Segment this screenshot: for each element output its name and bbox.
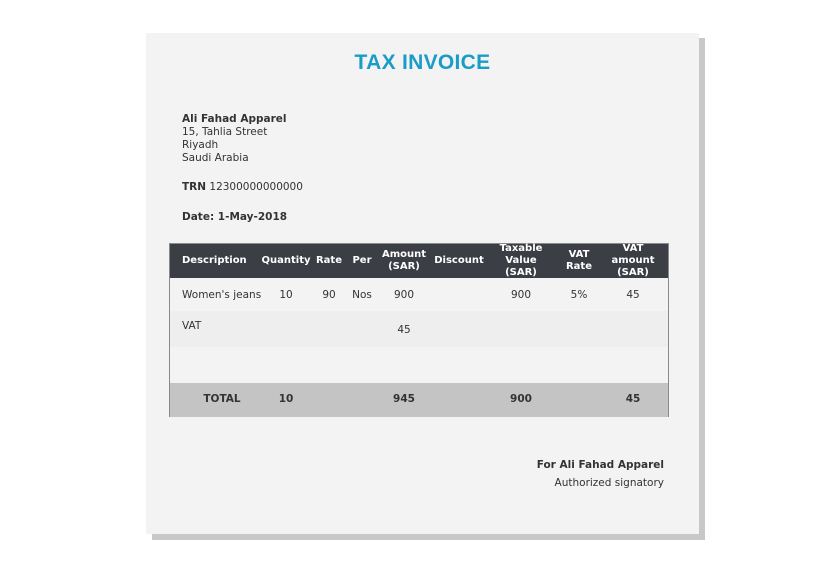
trn-line bbox=[182, 181, 303, 193]
header-discount: Discount bbox=[434, 255, 484, 266]
authorized-signatory: Authorized signatory bbox=[554, 477, 664, 489]
trn-value: 12300000000000 bbox=[209, 181, 303, 193]
item-amount: 900 bbox=[393, 289, 415, 301]
trn-label: TRN bbox=[182, 181, 207, 193]
header-per: Per bbox=[352, 255, 372, 266]
invoice-table bbox=[169, 243, 669, 417]
header-quantity: Quantity bbox=[261, 255, 311, 266]
item-taxable-value: 900 bbox=[510, 289, 532, 301]
total-quantity: 10 bbox=[278, 393, 294, 405]
vat-row-amount: 45 bbox=[397, 324, 411, 336]
header-description: Description bbox=[182, 255, 247, 266]
total-row bbox=[170, 383, 668, 417]
seller-country: Saudi Arabia bbox=[182, 152, 249, 164]
item-rate: 90 bbox=[322, 289, 336, 301]
header-rate: Rate bbox=[315, 255, 342, 266]
header-vat-amount: VAT amount (SAR) bbox=[611, 243, 655, 278]
header-taxable-value: Taxable Value (SAR) bbox=[499, 243, 543, 278]
for-company: For Ali Fahad Apparel bbox=[536, 459, 664, 471]
total-label: TOTAL bbox=[203, 393, 241, 405]
invoice-date: Date: 1-May-2018 bbox=[182, 211, 288, 223]
item-vat-rate: 5% bbox=[570, 289, 588, 301]
seller-street: 15, Tahlia Street bbox=[182, 126, 268, 138]
item-quantity: 10 bbox=[279, 289, 293, 301]
header-amount: Amount (SAR) bbox=[381, 249, 427, 272]
item-per: Nos bbox=[352, 289, 372, 301]
invoice-document bbox=[146, 33, 699, 534]
item-vat-amount: 45 bbox=[626, 289, 640, 301]
seller-city: Riyadh bbox=[182, 139, 219, 151]
total-vat-amount: 45 bbox=[625, 393, 641, 405]
item-description: Women's jeans bbox=[182, 289, 262, 301]
seller-address bbox=[182, 113, 287, 165]
vat-row-description: VAT bbox=[182, 320, 202, 332]
invoice-title: TAX INVOICE bbox=[354, 51, 491, 74]
table-header bbox=[170, 244, 668, 278]
header-vat-rate: VAT Rate bbox=[565, 249, 592, 272]
total-taxable-value: 900 bbox=[510, 393, 532, 405]
total-amount: 945 bbox=[393, 393, 415, 405]
seller-name: Ali Fahad Apparel bbox=[182, 113, 287, 125]
